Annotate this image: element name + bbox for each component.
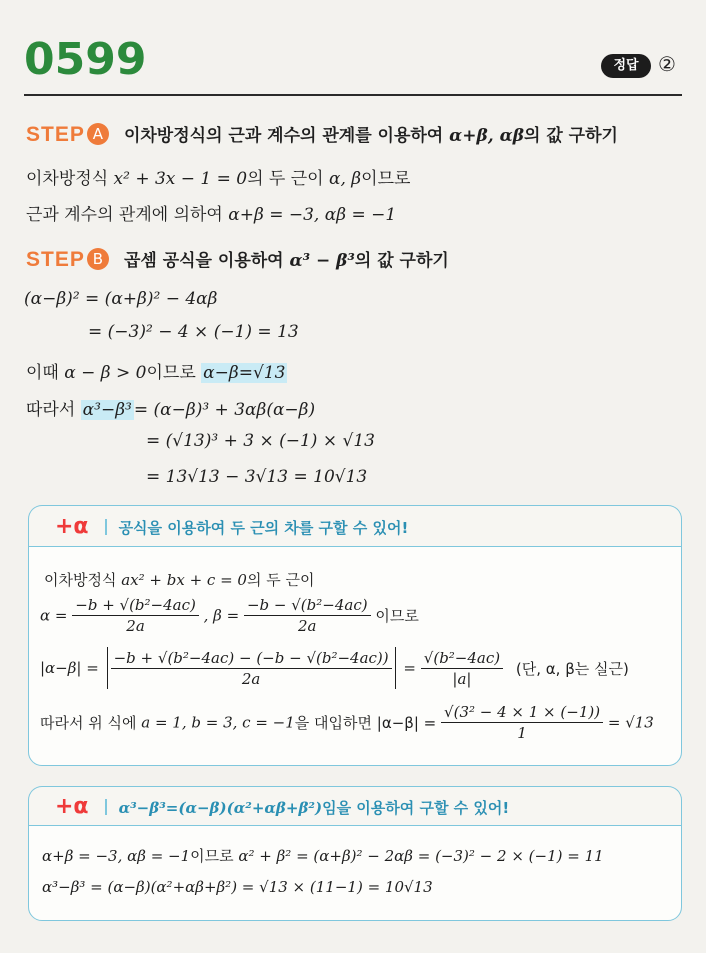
diff-result bbox=[421, 649, 503, 688]
problem-number: 0599 bbox=[24, 34, 147, 85]
vieta-relations: α+β = −3, αβ = −1 bbox=[42, 847, 191, 865]
box1-line-3 bbox=[40, 647, 629, 689]
vieta-relations: α+β = −3, αβ = −1 bbox=[228, 205, 397, 225]
text: 이므로 bbox=[146, 363, 202, 383]
text: 의 두 근이 bbox=[247, 169, 330, 189]
step-b-heading bbox=[26, 246, 449, 272]
plus-alpha-icon: +α bbox=[55, 514, 89, 539]
sum-of-squares: α² + β² = (α+β)² − 2αβ = (−3)² − 2 × (−1) = 11 bbox=[238, 847, 604, 865]
text: 이므로 bbox=[190, 847, 239, 865]
tip-box-2-title-math: α³−β³=(α−β)(α²+αβ+β²) bbox=[118, 799, 323, 817]
text: 이므로 bbox=[375, 607, 419, 625]
general-equation: ax² + bx + c = 0 bbox=[121, 571, 247, 589]
plus-alpha-icon: +α bbox=[55, 794, 89, 819]
tip-box-1-title: 공식을 이용하여 두 근의 차를 구할 수 있어! bbox=[118, 519, 409, 537]
numerator: −b + √(b²−4ac) − (−b − √(b²−4ac)) bbox=[111, 649, 392, 669]
answer-value: ② bbox=[658, 52, 676, 76]
text: 이차방정식 bbox=[26, 169, 114, 189]
tip-box-2-tab bbox=[28, 786, 682, 826]
denominator: 2a bbox=[126, 617, 145, 635]
text: 따라서 bbox=[26, 400, 81, 420]
step-b-title: 곱셈 공식을 이용하여 bbox=[123, 251, 290, 271]
text: 이므로 bbox=[361, 169, 411, 189]
step-b-line-1: (α−β)² = (α+β)² − 4αβ bbox=[24, 289, 218, 309]
step-a-heading bbox=[26, 121, 618, 147]
equals: = bbox=[403, 659, 416, 677]
tip-box-2 bbox=[28, 825, 682, 921]
numerator: √(b²−4ac) bbox=[421, 649, 503, 669]
step-a-title-math: α+β, αβ bbox=[449, 126, 524, 146]
step-a-label: STEP bbox=[26, 123, 85, 146]
substituted-formula bbox=[441, 703, 603, 742]
beta-lhs: , β = bbox=[203, 606, 240, 625]
text: 의 두 근이 bbox=[246, 571, 315, 589]
coefficients: a = 1, b = 3, c = −1 bbox=[141, 713, 295, 732]
tab-divider bbox=[105, 519, 107, 535]
step-a-title-post: 의 값 구하기 bbox=[523, 126, 618, 146]
step-b-line-2: = (−3)² − 4 × (−1) = 13 bbox=[88, 322, 299, 342]
step-a-line-2 bbox=[26, 200, 396, 225]
box2-line-1 bbox=[42, 845, 604, 866]
inequality: α − β > 0 bbox=[64, 363, 147, 383]
header-divider bbox=[24, 94, 682, 96]
abs-bar-left bbox=[107, 647, 108, 689]
text: 을 대입하면 |α−β| = bbox=[294, 714, 437, 732]
step-a-title: 이차방정식의 근과 계수의 관계를 이용하여 bbox=[123, 126, 450, 146]
step-b-title-math: α³ − β³ bbox=[289, 251, 355, 271]
numerator: −b + √(b²−4ac) bbox=[72, 596, 199, 616]
real-root-note: (단, α, β는 실근) bbox=[515, 659, 629, 678]
alpha-lhs: α = bbox=[40, 606, 68, 625]
abs-bar-right bbox=[395, 647, 396, 689]
highlight-cube-diff: α³−β³ bbox=[82, 400, 132, 420]
step-a-line-1 bbox=[26, 164, 410, 189]
answer-badge: 정답 bbox=[601, 54, 651, 78]
text: 이차방정식 bbox=[44, 571, 122, 589]
equation: x² + 3x − 1 = 0 bbox=[113, 169, 248, 189]
step-b-label: STEP bbox=[26, 248, 85, 271]
step-b-title-post: 의 값 구하기 bbox=[354, 251, 449, 271]
expansion: = (α−β)³ + 3αβ(α−β) bbox=[133, 400, 316, 420]
denominator: 2a bbox=[241, 669, 261, 688]
text: 따라서 위 식에 bbox=[40, 714, 142, 732]
diff-formula bbox=[111, 649, 392, 688]
box1-line-1 bbox=[44, 569, 314, 590]
step-b-line-4 bbox=[26, 395, 315, 420]
step-b-line-3 bbox=[26, 358, 287, 383]
numerator: −b − √(b²−4ac) bbox=[244, 596, 371, 616]
text: 이때 bbox=[26, 363, 65, 383]
step-b-line-5: = (√13)³ + 3 × (−1) × √13 bbox=[146, 431, 375, 451]
beta-formula bbox=[244, 596, 371, 635]
box1-line-4 bbox=[40, 703, 654, 742]
tab-divider bbox=[105, 799, 107, 815]
tip-box-2-title: 임을 이용하여 구할 수 있어! bbox=[322, 799, 510, 817]
roots: α, β bbox=[329, 169, 362, 189]
highlight-diff: α−β=√13 bbox=[203, 363, 286, 383]
denominator: 2a bbox=[298, 617, 317, 635]
step-a-letter: A bbox=[87, 123, 109, 145]
box2-line-2: α³−β³ = (α−β)(α²+αβ+β²) = √13 × (11−1) = 10√13 bbox=[42, 878, 433, 896]
text: 근과 계수의 관계에 의하여 bbox=[26, 205, 229, 225]
numerator: √(3² − 4 × 1 × (−1)) bbox=[441, 703, 603, 723]
box1-line-2 bbox=[40, 596, 419, 635]
denominator: 1 bbox=[517, 724, 527, 742]
tip-box-1-tab bbox=[28, 505, 682, 547]
denominator: |a| bbox=[452, 669, 472, 688]
alpha-formula bbox=[72, 596, 199, 635]
step-b-line-6: = 13√13 − 3√13 = 10√13 bbox=[146, 467, 368, 487]
step-b-letter: B bbox=[87, 248, 109, 270]
diff-lhs: |α−β| = bbox=[40, 659, 99, 677]
result: = √13 bbox=[607, 713, 654, 732]
